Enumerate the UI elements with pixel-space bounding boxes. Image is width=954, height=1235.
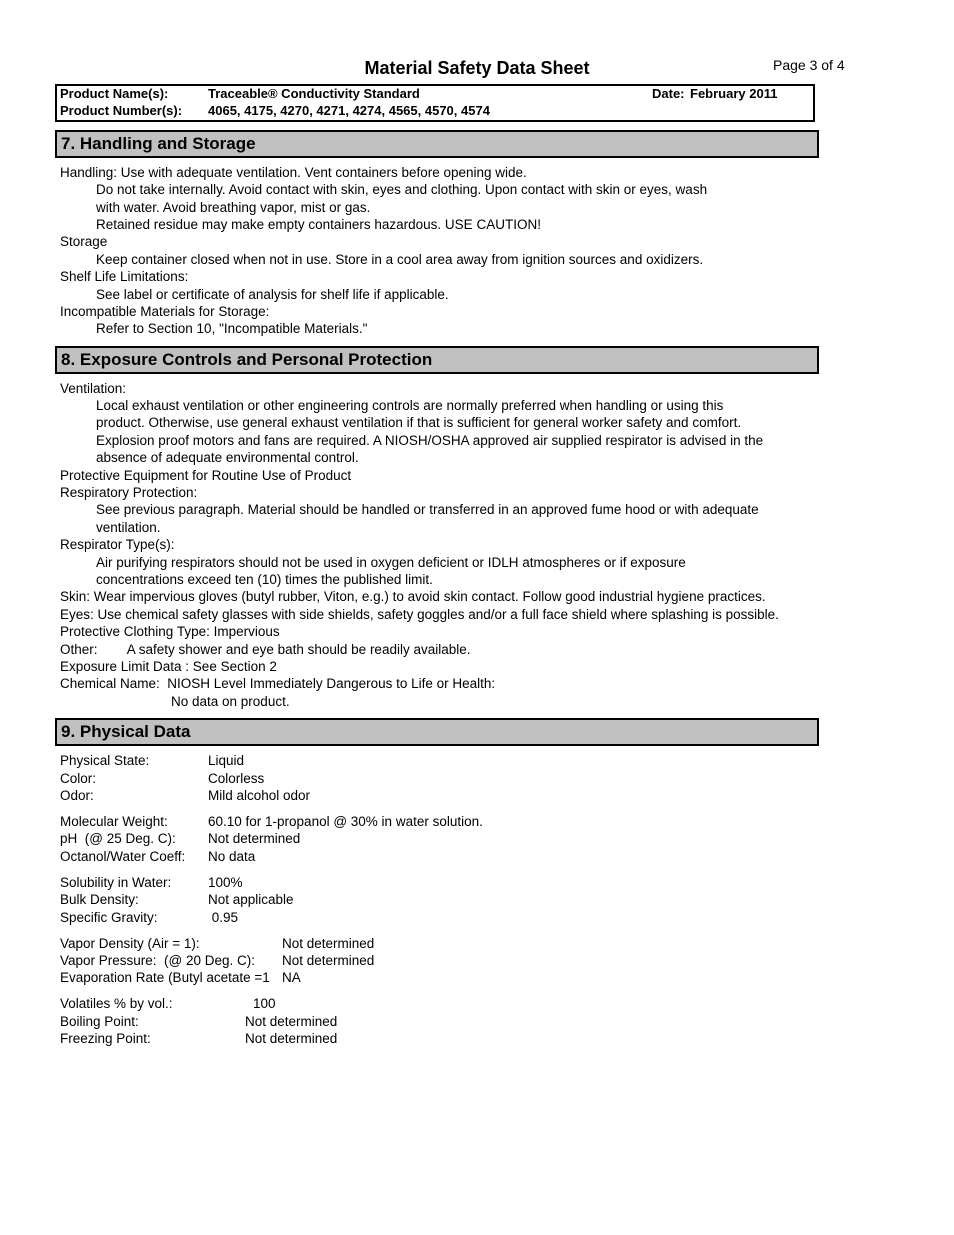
respirator-type-line: concentrations exceed ten (10) times the published limit.: [96, 572, 433, 587]
molecular-weight-value: 60.10 for 1-propanol @ 30% in water solution.: [208, 814, 483, 829]
bulk-density-label: Bulk Density:: [60, 892, 139, 907]
handling-line: with water. Avoid breathing vapor, mist or gas.: [96, 200, 371, 215]
skin-line: Skin: Wear impervious gloves (butyl rubber, Viton, e.g.) to avoid skin contact. Follow good industrial hygiene practices.: [60, 589, 766, 604]
protective-equipment-line: Protective Equipment for Routine Use of Product: [60, 468, 352, 483]
handling-line: Handling: Use with adequate ventilation. Vent containers before opening wide.: [60, 165, 527, 180]
chemical-name-value: No data on product.: [171, 694, 290, 709]
page-title: Material Safety Data Sheet: [364, 58, 590, 78]
solubility-value: 100%: [208, 875, 243, 890]
specific-gravity-value: 0.95: [208, 910, 239, 925]
chemical-name-line: Chemical Name: NIOSH Level Immediately Dangerous to Life or Health:: [60, 676, 496, 691]
physical-state-value: Liquid: [208, 753, 245, 768]
respiratory-line: See previous paragraph. Material should be handled or transferred in an approved fume hood or with adequate: [96, 502, 759, 517]
bulk-density-value: Not applicable: [208, 892, 294, 907]
freezing-point-value: Not determined: [245, 1031, 338, 1046]
evaporation-rate-label: Evaporation Rate (Butyl acetate =1: [60, 970, 270, 985]
handling-line: Retained residue may make empty containers hazardous. USE CAUTION!: [96, 217, 541, 232]
date-label: Date:: [652, 86, 685, 101]
ventilation-line: absence of adequate environmental control.: [96, 450, 359, 465]
other-line: Other: A safety shower and eye bath should be readily available.: [60, 642, 471, 657]
color-label: Color:: [60, 771, 97, 786]
boiling-point-label: Boiling Point:: [60, 1014, 139, 1029]
odor-label: Odor:: [60, 788, 94, 803]
respirator-type-label: Respirator Type(s):: [60, 537, 175, 552]
vapor-pressure-label: Vapor Pressure: (@ 20 Deg. C):: [60, 953, 256, 968]
ventilation-label: Ventilation:: [60, 381, 127, 396]
ph-label: pH (@ 25 Deg. C):: [60, 831, 176, 846]
eyes-line: Eyes: Use chemical safety glasses with side shields, safety goggles and/or a full face shield where splashing is possible.: [60, 607, 779, 622]
freezing-point-label: Freezing Point:: [60, 1031, 151, 1046]
ventilation-line: Explosion proof motors and fans are required. A NIOSH/OSHA approved air supplied respirator is advised in the: [96, 433, 764, 448]
volatiles-value: 100: [253, 996, 276, 1011]
ventilation-line: Local exhaust ventilation or other engineering controls are normally preferred when handling or using this: [96, 398, 724, 413]
page-number: Page 3 of 4: [773, 57, 845, 73]
storage-line: Keep container closed when not in use. Store in a cool area away from ignition sources and oxidizers.: [96, 252, 704, 267]
product-number-label: Product Number(s):: [60, 103, 183, 118]
solubility-label: Solubility in Water:: [60, 875, 172, 890]
shelf-life-line: See label or certificate of analysis for shelf life if applicable.: [96, 287, 449, 302]
section-7-header: 7. Handling and Storage: [55, 130, 819, 158]
octanol-value: No data: [208, 849, 256, 864]
vapor-density-label: Vapor Density (Air = 1):: [60, 936, 200, 951]
ph-value: Not determined: [208, 831, 301, 846]
color-value: Colorless: [208, 771, 265, 786]
product-number-value: 4065, 4175, 4270, 4271, 4274, 4565, 4570, 4574: [208, 103, 490, 118]
octanol-label: Octanol/Water Coeff:: [60, 849, 186, 864]
respiratory-label: Respiratory Protection:: [60, 485, 198, 500]
shelf-life-label: Shelf Life Limitations:: [60, 269, 189, 284]
date-value: February 2011: [690, 86, 778, 101]
specific-gravity-label: Specific Gravity:: [60, 910, 158, 925]
volatiles-label: Volatiles % by vol.:: [60, 996, 173, 1011]
incompatible-line: Refer to Section 10, "Incompatible Materials.": [96, 321, 368, 336]
physical-state-label: Physical State:: [60, 753, 150, 768]
product-name-label: Product Name(s):: [60, 86, 169, 101]
vapor-pressure-value: Not determined: [282, 953, 375, 968]
handling-line: Do not take internally. Avoid contact with skin, eyes and clothing. Upon contact with skin or eyes, wash: [96, 182, 708, 197]
section-9-header: 9. Physical Data: [55, 718, 819, 746]
product-info-box: [55, 84, 815, 122]
boiling-point-value: Not determined: [245, 1014, 338, 1029]
evaporation-rate-value: NA: [282, 970, 301, 985]
protective-clothing-line: Protective Clothing Type: Impervious: [60, 624, 280, 639]
product-name-value: Traceable® Conductivity Standard: [208, 86, 420, 101]
molecular-weight-label: Molecular Weight:: [60, 814, 168, 829]
storage-label: Storage: [60, 234, 108, 249]
incompatible-label: Incompatible Materials for Storage:: [60, 304, 270, 319]
odor-value: Mild alcohol odor: [208, 788, 311, 803]
exposure-limit-line: Exposure Limit Data : See Section 2: [60, 659, 277, 674]
section-8-header: 8. Exposure Controls and Personal Protection: [55, 346, 819, 374]
respiratory-line: ventilation.: [96, 520, 161, 535]
ventilation-line: product. Otherwise, use general exhaust ventilation if that is sufficient for general worker safety and comfort.: [96, 415, 742, 430]
vapor-density-value: Not determined: [282, 936, 375, 951]
respirator-type-line: Air purifying respirators should not be used in oxygen deficient or IDLH atmospheres or if exposure: [96, 555, 686, 570]
